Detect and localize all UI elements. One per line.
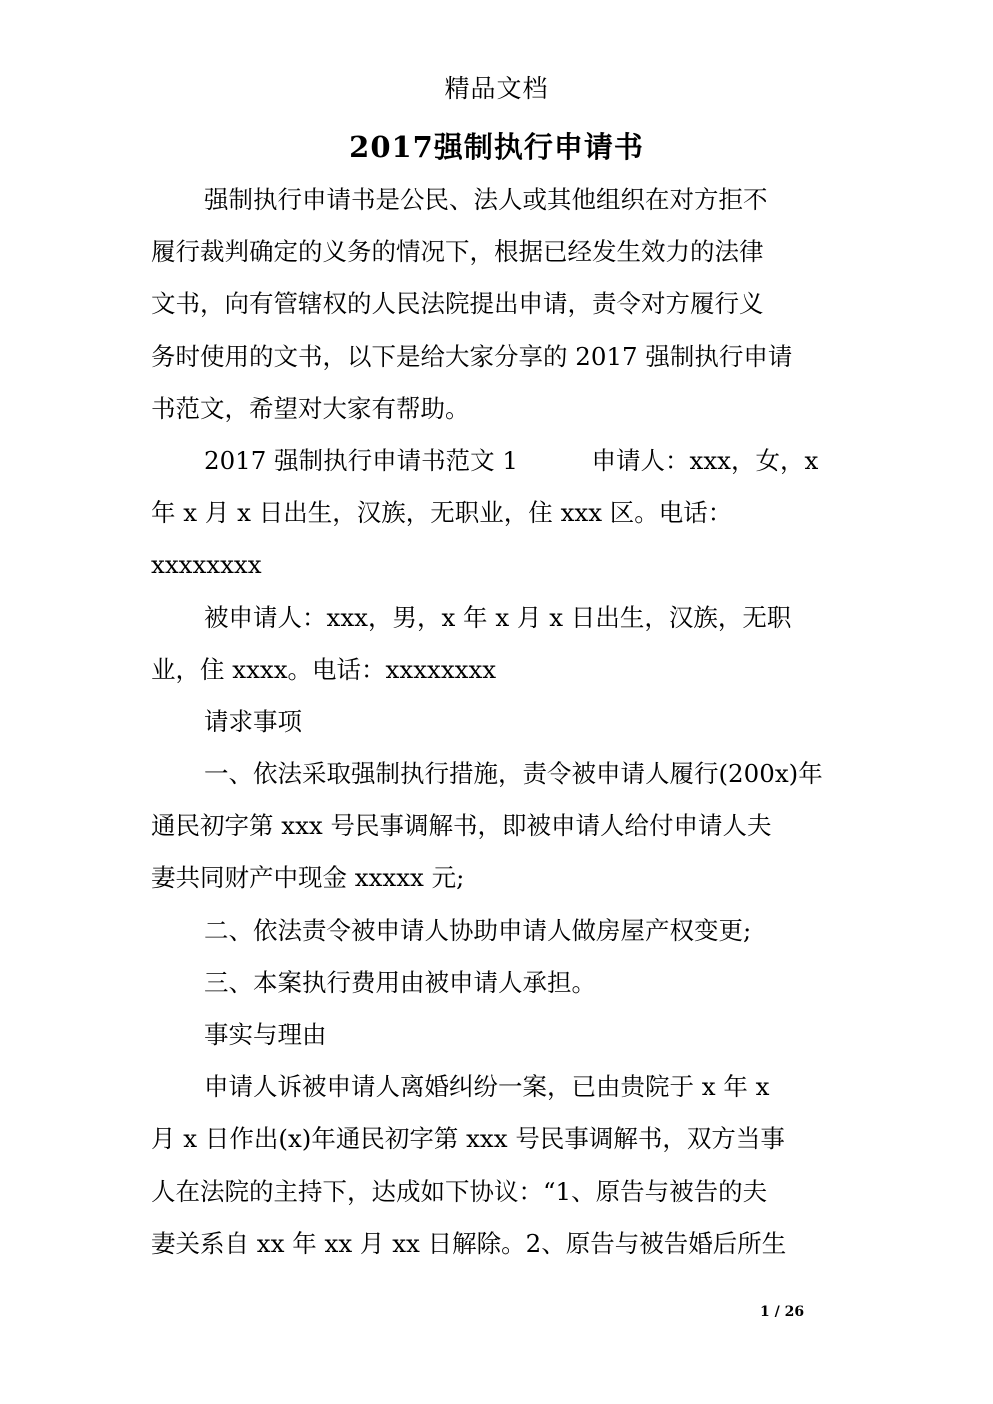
paragraph-line: 妻共同财产中现金 xxxxx 元; — [151, 863, 465, 893]
paragraph-line: 申请人诉被申请人离婚纠纷一案，已由贵院于 x 年 x — [204, 1072, 770, 1102]
paragraph-line: 书范文，希望对大家有帮助。 — [151, 393, 470, 423]
section-heading: 请求事项 — [204, 706, 302, 736]
paragraph-line: 一、依法采取强制执行措施，责令被申请人履行(200x)年 — [204, 759, 823, 789]
paragraph-line: 履行裁判确定的义务的情况下，根据已经发生效力的法律 — [151, 237, 764, 267]
paragraph-line: 业，住 xxxx。电话：xxxxxxxx — [151, 654, 497, 684]
paragraph-line: 文书，向有管辖权的人民法院提出申请，责令对方履行义 — [151, 289, 764, 319]
paragraph-line: 月 x 日作出(x)年通民初字第 xxx 号民事调解书，双方当事 — [151, 1124, 785, 1154]
paragraph-line: 年 x 月 x 日出生，汉族，无职业，住 xxx 区。电话： — [151, 498, 733, 528]
paragraph-line: 2017 强制执行申请书范文 1 申请人：xxx，女，x — [204, 445, 819, 475]
paragraph-line: 二、依法责令被申请人协助申请人做房屋产权变更; — [204, 915, 752, 945]
paragraph-line: 被申请人：xxx，男，x 年 x 月 x 日出生，汉族，无职 — [204, 602, 792, 632]
document-body — [151, 174, 841, 1270]
section-heading: 事实与理由 — [204, 1020, 327, 1049]
document-title: 2017强制执行申请书 — [349, 130, 644, 164]
header-label: 精品文档 — [444, 74, 549, 103]
paragraph-line: 通民初字第 xxx 号民事调解书，即被申请人给付申请人夫 — [151, 811, 772, 841]
paragraph-line: 妻关系自 xx 年 xx 月 xx 日解除。2、原告与被告婚后所生 — [151, 1228, 787, 1258]
paragraph-line: 三、本案执行费用由被申请人承担。 — [204, 967, 596, 997]
paragraph-line: xxxxxxxx — [151, 550, 262, 580]
paragraph-line: 强制执行申请书是公民、法人或其他组织在对方拒不 — [204, 185, 768, 214]
paragraph-line: 人在法院的主持下，达成如下协议：“1、原告与被告的夫 — [151, 1176, 768, 1206]
page-number: 1 / 26 — [760, 1304, 805, 1320]
paragraph-line: 务时使用的文书，以下是给大家分享的 2017 强制执行申请 — [151, 341, 793, 371]
